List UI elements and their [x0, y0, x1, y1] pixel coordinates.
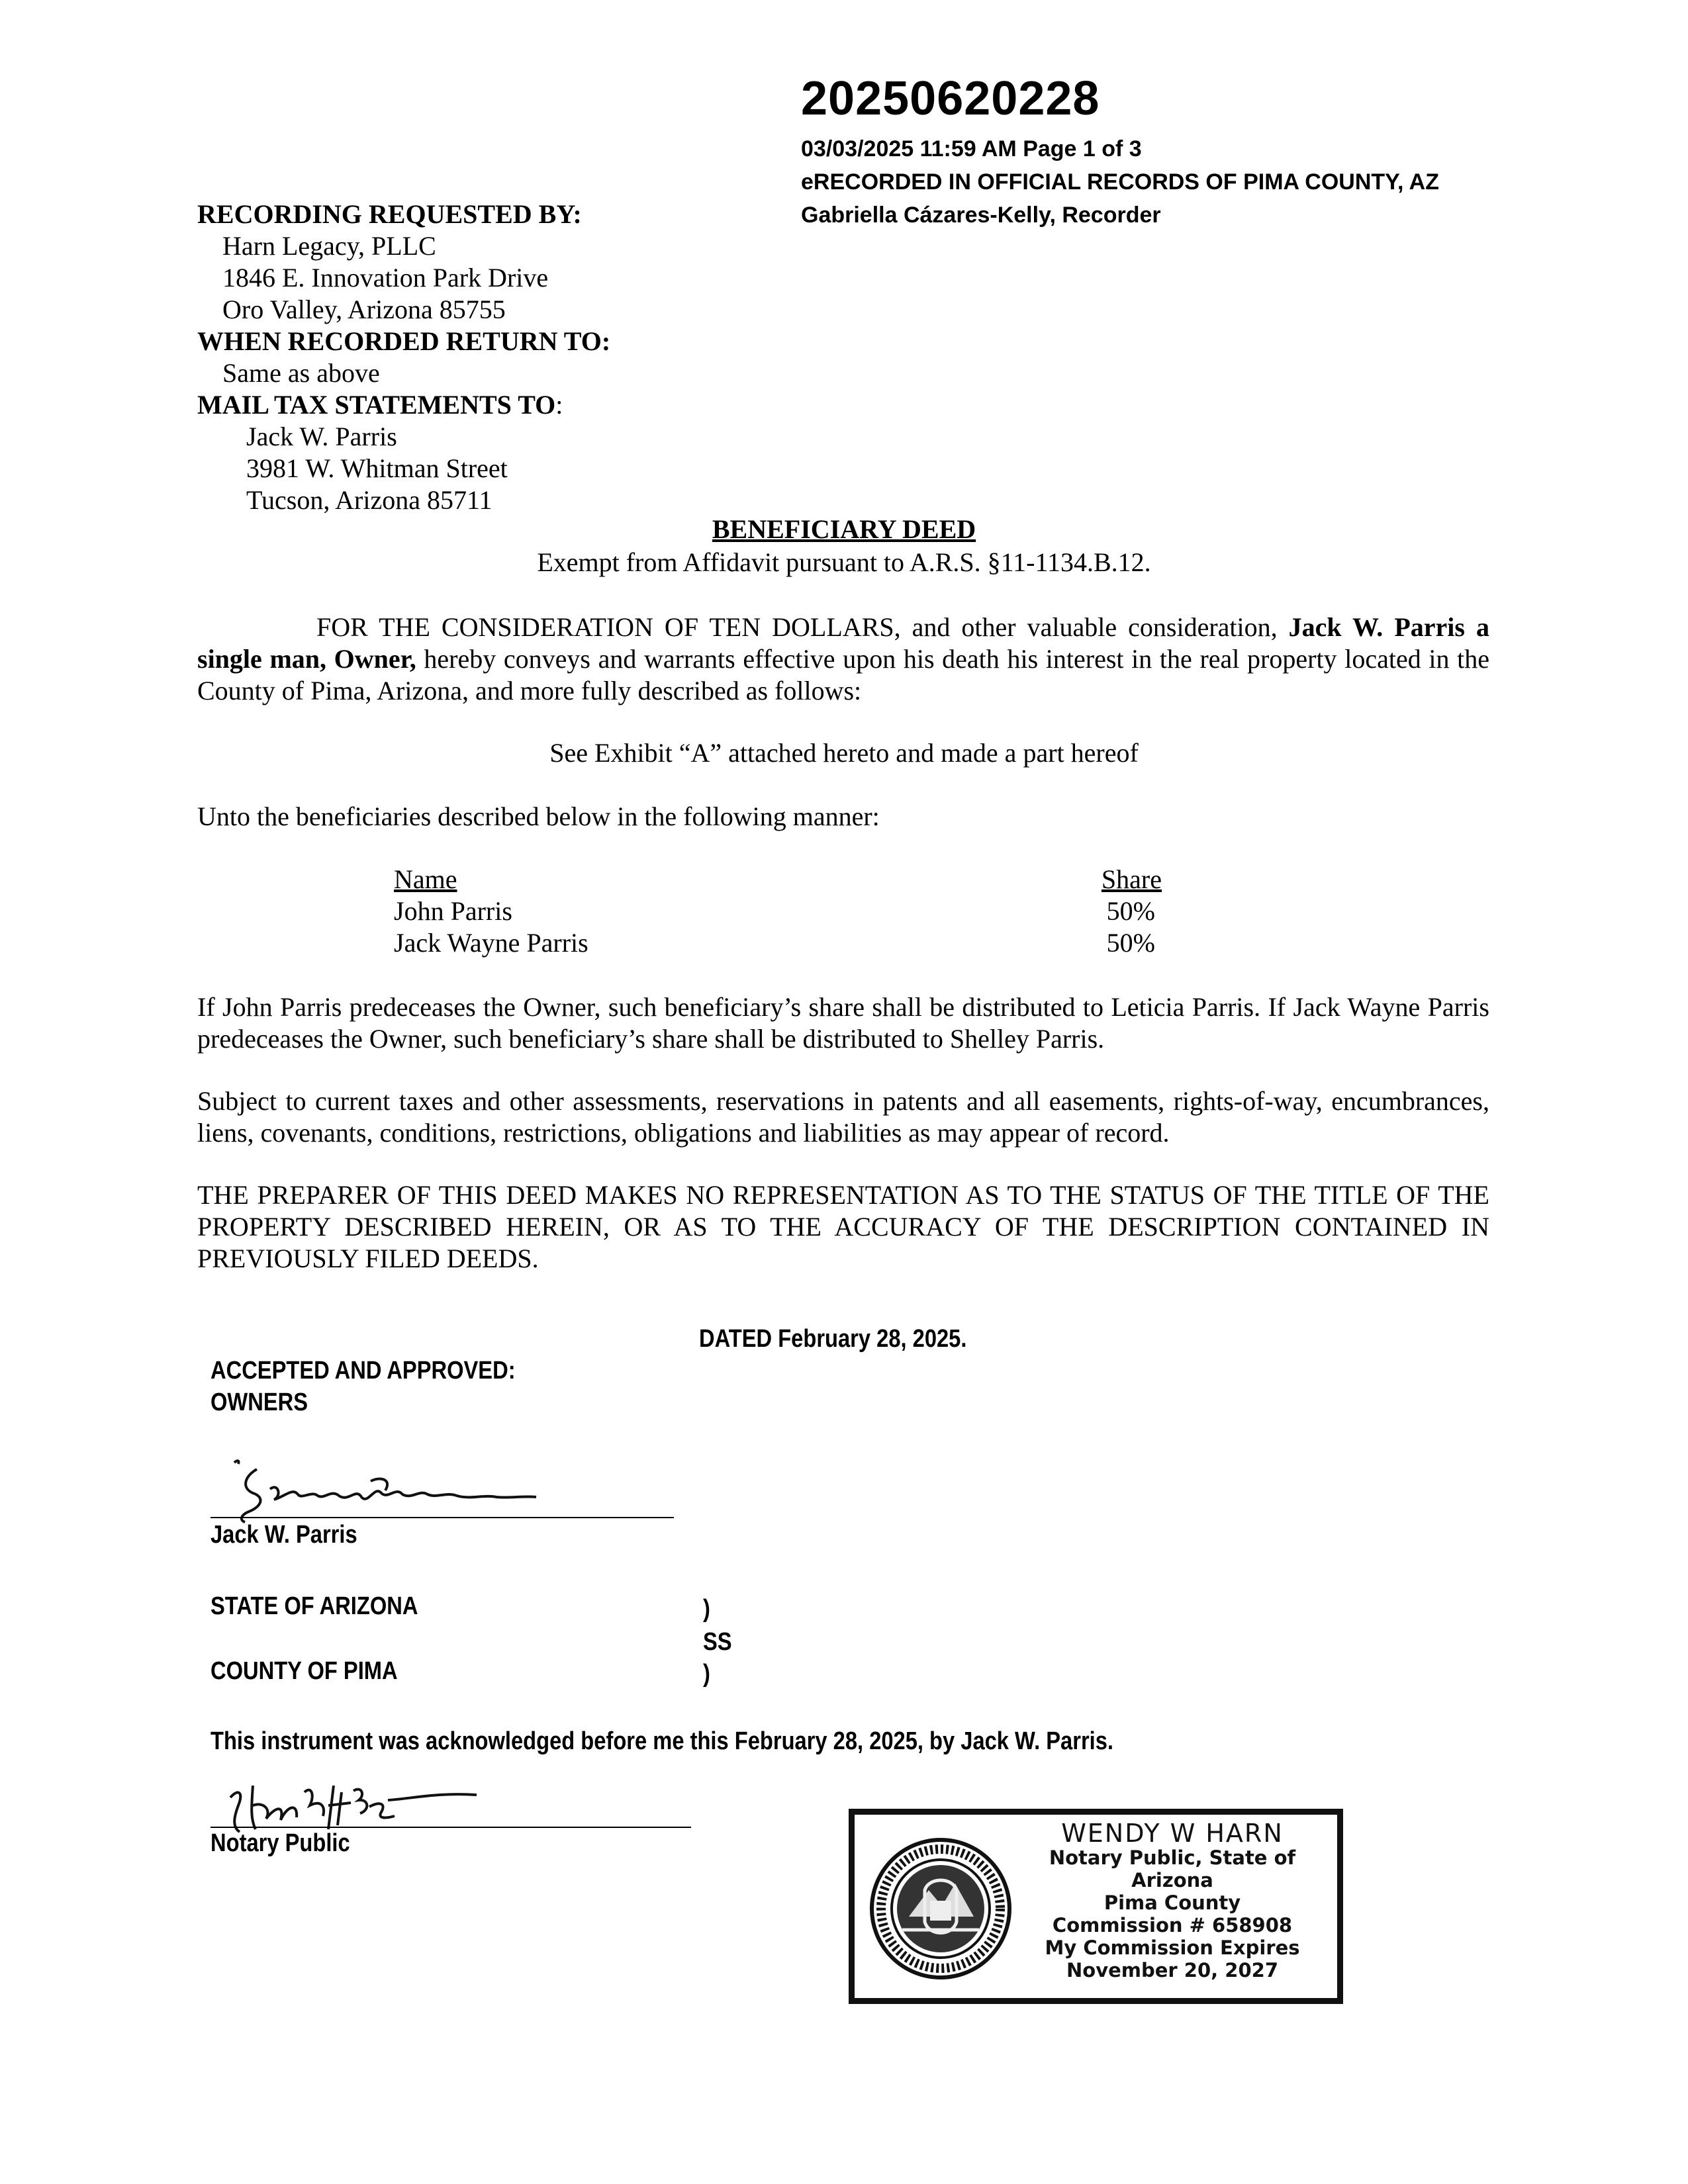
requested-by-block [197, 199, 610, 516]
county-label: COUNTY OF PIMA [211, 1657, 398, 1685]
beneficiary-share: 50% [1106, 928, 1155, 958]
county-paren: ) [703, 1660, 710, 1688]
arizona-seal-icon [869, 1837, 1012, 1980]
consideration-text-b: hereby conveys and warrants effective upon his death his interest in the real property located in the County of Pima, Arizona, and more fully described as follows: [197, 644, 1489, 705]
stamp-line-1: Notary Public, State of Arizona [1049, 1846, 1296, 1891]
owner-signature-line [211, 1517, 674, 1518]
state-paren: ) [703, 1595, 710, 1623]
consideration-text-a: FOR THE CONSIDERATION OF TEN DOLLARS, and other valuable consideration, [316, 612, 1289, 642]
tax-statements-name: Jack W. Parris [246, 422, 397, 451]
notary-stamp [849, 1809, 1343, 2004]
dated-line: DATED February 28, 2025. [699, 1325, 967, 1353]
header-share: Share [1101, 864, 1162, 894]
recording-datetime-page: 03/03/2025 11:59 AM Page 1 of 3 [801, 136, 1142, 161]
return-to-value: Same as above [222, 358, 380, 388]
stamp-notary-name: WENDY W HARN [1061, 1819, 1284, 1848]
stamp-line-3: Commission # 658908 [1052, 1914, 1293, 1936]
predecease-paragraph: If John Parris predeceases the Owner, such beneficiary’s share shall be distributed to Leticia Parris. If Jack Wayne Parris predeceases the Owner, such beneficiary’s share shall be distributed to Shelley Parris. [197, 992, 1489, 1054]
consideration-paragraph [197, 612, 1489, 707]
requested-by-address2: Oro Valley, Arizona 85755 [222, 295, 506, 324]
beneficiaries-table [394, 864, 1162, 959]
tax-statements-label: MAIL TAX STATEMENTS TO [197, 390, 556, 420]
exhibit-reference: See Exhibit “A” attached hereto and made a part hereof [549, 738, 1139, 768]
subject-paragraph: Subject to current taxes and other assessments, reservations in patents and all easements, rights-of-way, encumbrances, liens, covenants, conditions, restrictions, obligations and liabilities as may appear of record. [197, 1086, 1489, 1148]
stamp-line-4: My Commission Expires [1045, 1936, 1300, 1959]
tax-statements-colon: : [555, 390, 563, 420]
requested-by-label: RECORDING REQUESTED BY: [197, 199, 582, 229]
signer-name: Jack W. Parris [211, 1521, 357, 1549]
erecorded-line: eRECORDED IN OFFICIAL RECORDS OF PIMA COUNTY, AZ [801, 169, 1440, 195]
beneficiary-name: Jack Wayne Parris [394, 928, 588, 958]
acknowledgment-line: This instrument was acknowledged before me this February 28, 2025, by Jack W. Parris. [211, 1727, 1114, 1755]
owner-designation: Jack W. Parris a single man, Owner, [197, 612, 1489, 674]
header-name: Name [394, 864, 457, 894]
deed-exempt-note: Exempt from Affidavit pursuant to A.R.S. §11-1134.B.12. [537, 547, 1151, 577]
beneficiary-name: John Parris [394, 896, 512, 926]
owners-label: OWNERS [211, 1388, 308, 1416]
requested-by-name: Harn Legacy, PLLC [222, 231, 436, 261]
stamp-line-5: November 20, 2027 [1066, 1959, 1278, 1981]
beneficiaries-header-row [394, 864, 1162, 895]
recording-number: 20250620228 [801, 72, 1100, 125]
table-row [394, 927, 1162, 959]
table-row [394, 895, 1162, 927]
deed-title: BENEFICIARY DEED [712, 514, 976, 544]
beneficiary-share: 50% [1106, 896, 1155, 926]
stamp-line-2: Pima County [1103, 1891, 1241, 1914]
tax-statements-address1: 3981 W. Whitman Street [246, 453, 508, 483]
recorder-line: Gabriella Cázares-Kelly, Recorder [801, 203, 1161, 228]
accepted-approved-label: ACCEPTED AND APPROVED: [211, 1357, 516, 1385]
tax-statements-address2: Tucson, Arizona 85711 [246, 485, 492, 515]
state-label: STATE OF ARIZONA [211, 1592, 418, 1620]
requested-by-address1: 1846 E. Innovation Park Drive [222, 263, 549, 293]
ss-label: SS [703, 1628, 732, 1656]
notary-signature-line [211, 1827, 691, 1828]
return-to-label: WHEN RECORDED RETURN TO: [197, 326, 611, 356]
unto-line: Unto the beneficiaries described below in the following manner: [197, 801, 880, 831]
notary-public-label: Notary Public [211, 1829, 350, 1857]
preparer-disclaimer: THE PREPARER OF THIS DEED MAKES NO REPRESENTATION AS TO THE STATUS OF THE TITLE OF THE PROPERTY DESCRIBED HEREIN, OR AS TO THE ACCURACY OF THE DESCRIPTION CONTAINED IN PREVIOUSLY FILED DEEDS. [197, 1180, 1489, 1273]
